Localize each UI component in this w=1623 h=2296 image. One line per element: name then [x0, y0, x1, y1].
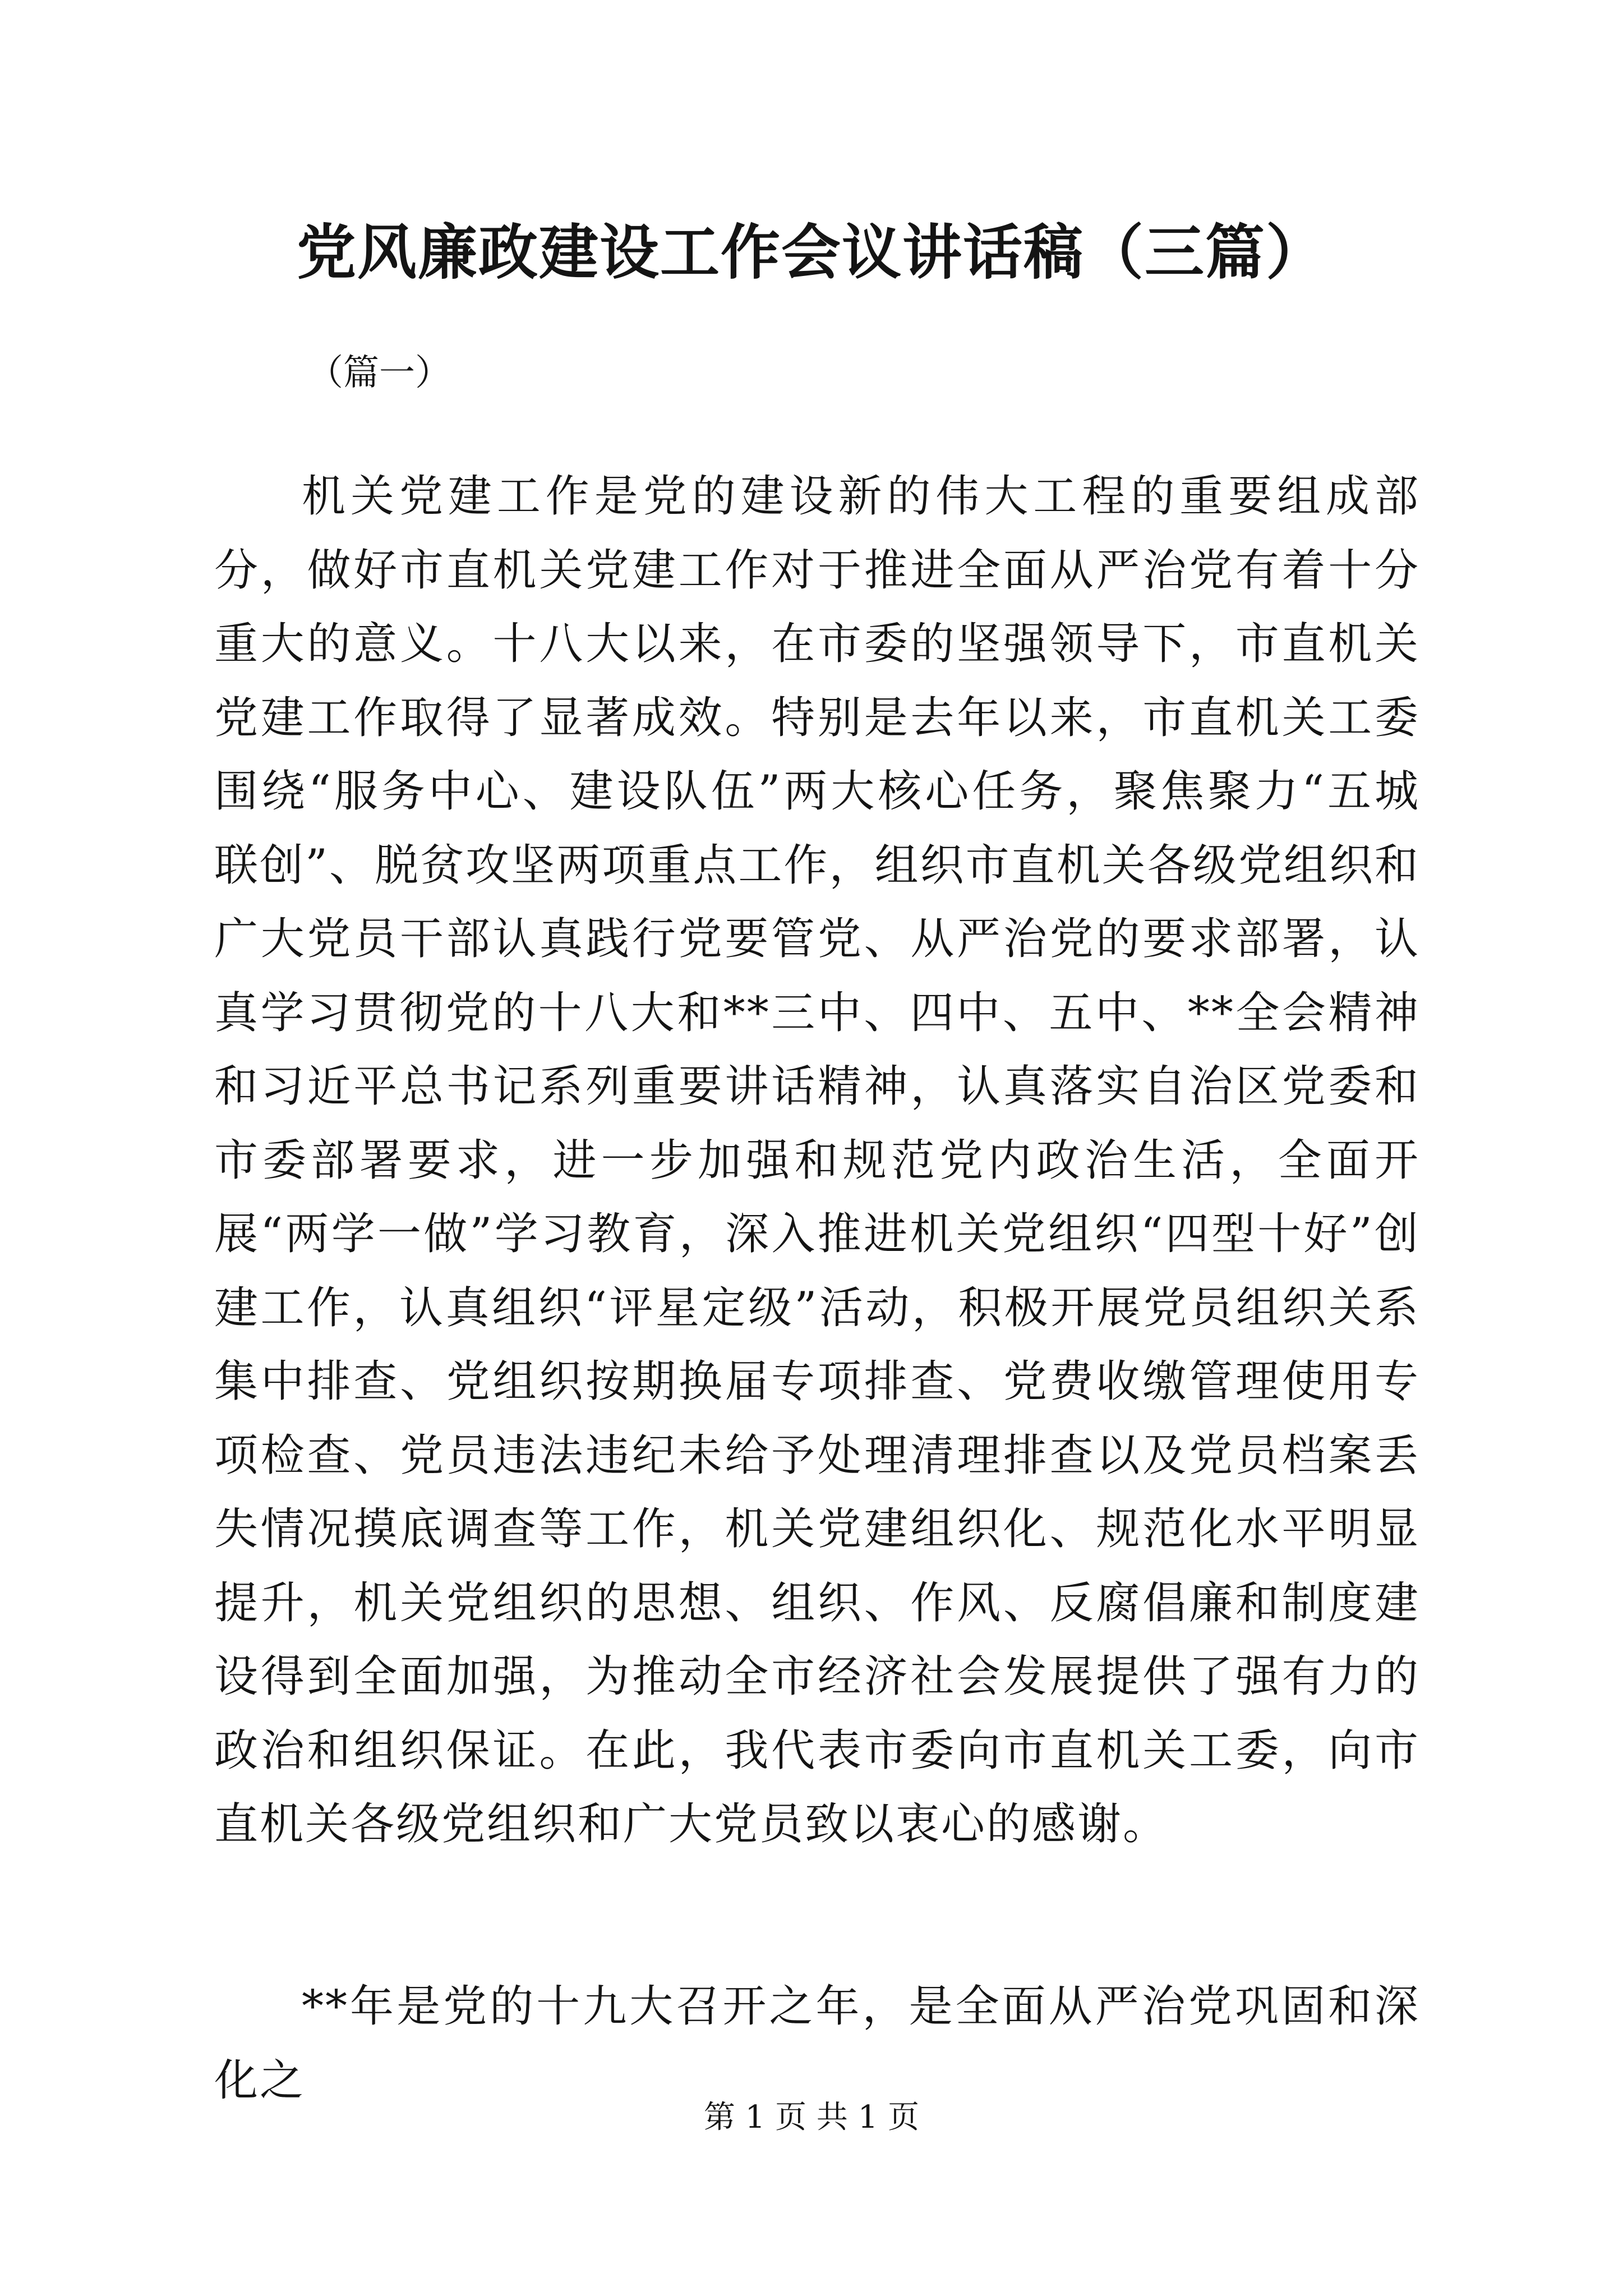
body-paragraph: 机关党建工作是党的建设新的伟大工程的重要组成部分，做好市直机关党建工作对于推进全面从严治党有着十分重大的意义。十八大以来，在市委的坚强领导下，市直机关党建工作取得了显著成效。特别是去年以来，市直机关工委围绕“服务中心、建设队伍”两大核心任务，聚焦聚力“五城联创”、脱贫攻坚两项重点工作，组织市直机关各级党组织和广大党员干部认真践行党要管党、从严治党的要求部署，认真学习贯彻党的十八大和**三中、四中、五中、**全会精神和习近平总书记系列重要讲话精神，认真落实自治区党委和市委部署要求，进一步加强和规范党内政治生活，全面开展“两学一做”学习教育，深入推进机关党组织“四型十好”创建工作，认真组织“评星定级”活动，积极开展党员组织关系集中排查、党组织按期换届专项排查、党费收缴管理使用专项检查、党员违法违纪未给予处理清理排查以及党员档案丢失情况摸底调查等工作，机关党建组织化、规范化水平明显提升，机关党组织的思想、组织、作风、反腐倡廉和制度建设得到全面加强，为推动全市经济社会发展提供了强有力的政治和组织保证。在此，我代表市委向市直机关工委，向市直机关各级党组织和广大党员致以衷心的感谢。	[214, 471, 1420, 1849]
page-number-footer: 第 1 页 共 1 页	[703, 2099, 920, 2136]
document-title: 党风廉政建设工作会议讲话稿（三篇）	[297, 217, 1326, 287]
section-label: （篇一）	[307, 352, 451, 394]
body-paragraph: **年是党的十九大召开之年，是全面从严治党巩固和深化之	[214, 1981, 1420, 2106]
